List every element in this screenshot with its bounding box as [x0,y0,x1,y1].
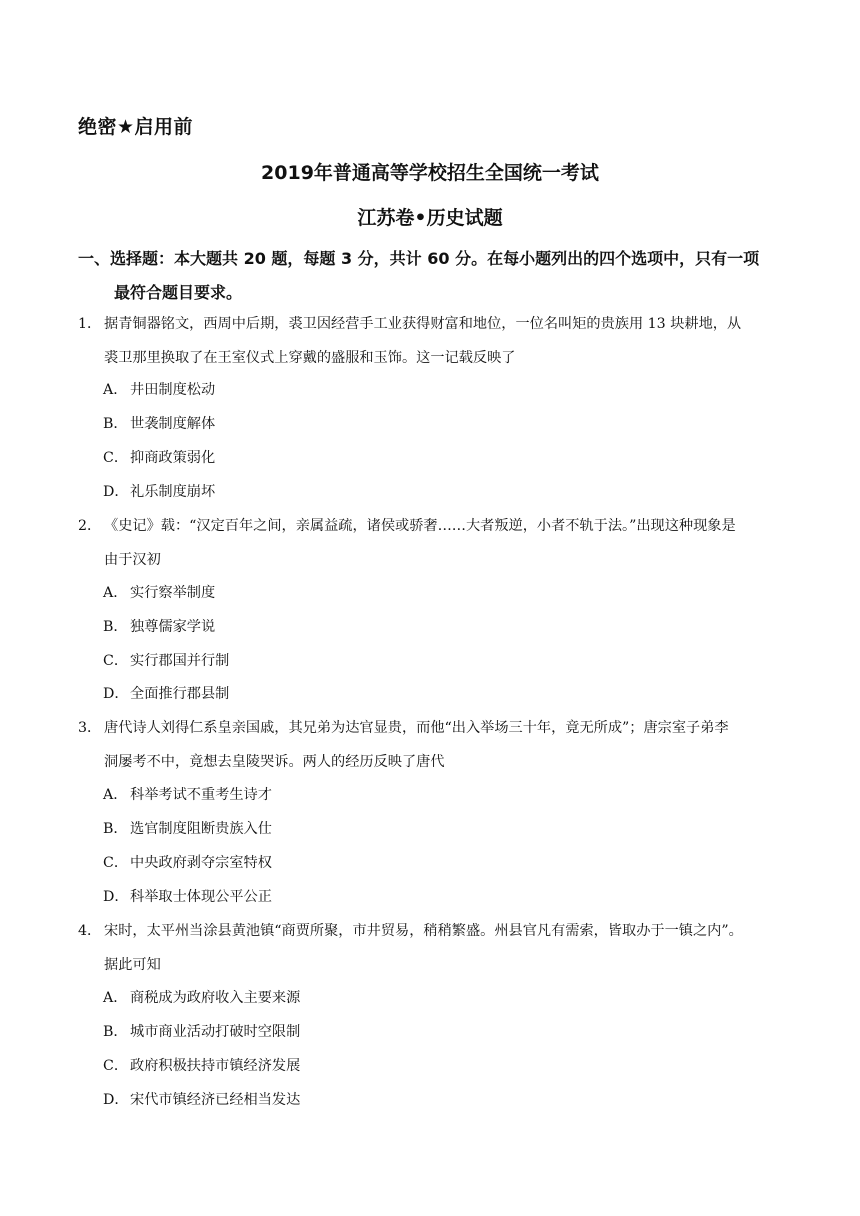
exam-subtitle: 江苏卷•历史试题 [357,207,503,229]
option-4b[interactable] [103,1015,300,1049]
question-1 [78,307,790,375]
question-stem-line2: 据此可知 [104,957,161,973]
option-1a[interactable] [103,373,215,407]
option-letter: D． [103,686,129,702]
question-3 [78,711,790,779]
option-text: 中央政府剥夺宗室特权 [130,855,272,871]
option-letter: D． [103,484,129,500]
option-letter: D． [103,1092,129,1108]
question-stem-line1: 唐代诗人刘得仁系皇亲国戚，其兄弟为达官显贵，而他“出入举场三十年，竟无所成”；唐宗室子弟李 [104,720,729,736]
question-stem-line1: 宋时，太平州当涂县黄池镇“商贾所聚，市井贸易，稍稍繁盛。州县官凡有需索，皆取办于一镇之内”。 [104,923,743,939]
option-letter: C． [103,1058,129,1074]
option-3d[interactable] [103,880,272,914]
option-text: 井田制度松动 [130,382,216,398]
option-3a[interactable] [103,778,272,812]
option-letter: A． [103,787,128,803]
option-letter: A． [103,382,128,398]
option-letter: A． [103,585,128,601]
question-stem-line2: 洞屡考不中，竟想去皇陵哭诉。两人的经历反映了唐代 [104,754,445,770]
option-text: 科举考试不重考生诗才 [130,787,272,803]
question-number: 3． [78,720,102,736]
option-letter: B． [103,821,128,837]
option-text: 全面推行郡县制 [130,686,230,702]
option-text: 实行郡国并行制 [130,653,230,669]
option-text: 世袭制度解体 [130,416,216,432]
option-text: 商税成为政府收入主要来源 [130,990,301,1006]
question-4 [78,914,790,982]
option-letter: C． [103,855,129,871]
option-3c[interactable] [103,846,272,880]
option-2a[interactable] [103,576,215,610]
question-stem-line1: 据青铜器铭文，西周中后期，裘卫因经营手工业获得财富和地位，一位名叫矩的贵族用 13 块耕地，从 [104,316,742,332]
question-number: 4． [78,923,102,939]
option-letter: B． [103,1024,128,1040]
question-number: 2． [78,518,102,534]
exam-title: 2019年普通高等学校招生全国统一考试 [261,162,599,184]
option-2b[interactable] [103,610,215,644]
option-text: 宋代市镇经济已经相当发达 [130,1092,301,1108]
option-2c[interactable] [103,644,229,678]
option-text: 科举取士体现公平公正 [130,889,272,905]
option-text: 独尊儒家学说 [130,619,216,635]
option-letter: B． [103,619,128,635]
option-letter: B． [103,416,128,432]
question-stem-line2: 裘卫那里换取了在王室仪式上穿戴的盛服和玉饰。这一记载反映了 [104,350,516,366]
option-3b[interactable] [103,812,272,846]
option-4a[interactable] [103,981,300,1015]
section-instructions-line2: 最符合题目要求。 [114,283,243,302]
option-text: 选官制度阻断贵族入仕 [130,821,272,837]
option-letter: A． [103,990,128,1006]
option-1b[interactable] [103,407,215,441]
option-2d[interactable] [103,677,229,711]
question-2 [78,509,790,577]
option-text: 城市商业活动打破时空限制 [130,1024,301,1040]
option-text: 政府积极扶持市镇经济发展 [130,1058,301,1074]
confidential-mark: 绝密★启用前 [78,116,194,138]
section-instructions-line1: 一、选择题：本大题共 20 题，每题 3 分，共计 60 分。在每小题列出的四个选项中，只有一项 [78,249,760,268]
option-1c[interactable] [103,441,215,475]
option-4d[interactable] [103,1083,300,1117]
section-heading [78,242,788,310]
question-stem-line1: 《史记》载：“汉定百年之间，亲属益疏，诸侯或骄奢……大者叛逆，小者不轨于法。”出现这种现象是 [104,518,736,534]
option-text: 实行察举制度 [130,585,216,601]
option-letter: D． [103,889,129,905]
question-number: 1． [78,316,102,332]
question-stem-line2: 由于汉初 [104,552,161,568]
option-letter: C． [103,653,129,669]
option-letter: C． [103,450,129,466]
option-4c[interactable] [103,1049,300,1083]
option-text: 抑商政策弱化 [130,450,216,466]
option-text: 礼乐制度崩坏 [130,484,216,500]
option-1d[interactable] [103,475,215,509]
